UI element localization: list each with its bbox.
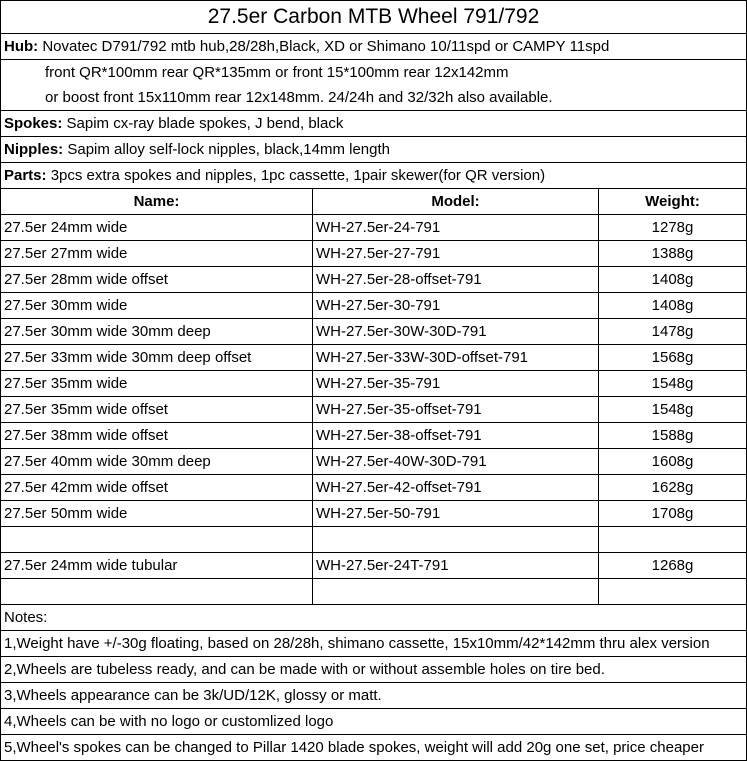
row-weight: 1268g — [599, 553, 747, 579]
notes-heading: Notes: — [1, 605, 747, 631]
hub-value-line-2: front QR*100mm rear QR*135mm or front 15*100mm rear 12x142mm — [1, 60, 747, 86]
hub-row — [1, 34, 747, 60]
row-weight: 1608g — [599, 449, 747, 475]
notes-heading-row — [1, 605, 747, 631]
nipples-spec — [1, 137, 747, 163]
table-row — [1, 423, 747, 449]
row-weight: 1548g — [599, 371, 747, 397]
hub-label: Hub: — [4, 38, 39, 55]
table-row — [1, 267, 747, 293]
row-name: 27.5er 30mm wide 30mm deep — [1, 319, 313, 345]
blank-cell — [1, 579, 313, 605]
row-name: 27.5er 28mm wide offset — [1, 267, 313, 293]
note-row — [1, 631, 747, 657]
table-row — [1, 241, 747, 267]
row-name: 27.5er 27mm wide — [1, 241, 313, 267]
hub-row-cont-1 — [1, 60, 747, 86]
table-row — [1, 501, 747, 527]
hub-value-line-3: or boost front 15x110mm rear 12x148mm. 24/24h and 32/32h also available. — [1, 85, 747, 111]
row-model: WH-27.5er-38-offset-791 — [313, 423, 599, 449]
title-row — [1, 1, 747, 34]
table-row-tubular — [1, 553, 747, 579]
row-model: WH-27.5er-30-791 — [313, 293, 599, 319]
header-weight: Weight: — [599, 189, 747, 215]
table-row — [1, 397, 747, 423]
row-model: WH-27.5er-35-791 — [313, 371, 599, 397]
header-name: Name: — [1, 189, 313, 215]
nipples-value: Sapim alloy self-lock nipples, black,14mm length — [63, 141, 391, 158]
row-name: 27.5er 40mm wide 30mm deep — [1, 449, 313, 475]
row-weight: 1568g — [599, 345, 747, 371]
parts-row — [1, 163, 747, 189]
row-name: 27.5er 30mm wide — [1, 293, 313, 319]
row-name: 27.5er 38mm wide offset — [1, 423, 313, 449]
row-model: WH-27.5er-27-791 — [313, 241, 599, 267]
parts-spec — [1, 163, 747, 189]
note-row — [1, 735, 747, 761]
row-weight: 1408g — [599, 293, 747, 319]
row-name: 27.5er 50mm wide — [1, 501, 313, 527]
note-item: 4,Wheels can be with no logo or customlized logo — [1, 709, 747, 735]
table-row — [1, 215, 747, 241]
parts-label: Parts: — [4, 167, 47, 184]
spokes-label: Spokes: — [4, 115, 63, 132]
table-header-row — [1, 189, 747, 215]
row-model: WH-27.5er-28-offset-791 — [313, 267, 599, 293]
nipples-label: Nipples: — [4, 141, 64, 158]
parts-value: 3pcs extra spokes and nipples, 1pc cassette, 1pair skewer(for QR version) — [46, 167, 546, 184]
row-weight: 1588g — [599, 423, 747, 449]
row-weight: 1388g — [599, 241, 747, 267]
blank-row — [1, 527, 747, 553]
blank-cell — [313, 527, 599, 553]
row-model: WH-27.5er-42-offset-791 — [313, 475, 599, 501]
row-name: 27.5er 33mm wide 30mm deep offset — [1, 345, 313, 371]
table-row — [1, 449, 747, 475]
row-model: WH-27.5er-40W-30D-791 — [313, 449, 599, 475]
row-weight: 1708g — [599, 501, 747, 527]
note-item: 1,Weight have +/-30g floating, based on 28/28h, shimano cassette, 15x10mm/42*142mm thru alex version — [1, 631, 747, 657]
row-name: 27.5er 24mm wide tubular — [1, 553, 313, 579]
row-model: WH-27.5er-35-offset-791 — [313, 397, 599, 423]
blank-cell — [313, 579, 599, 605]
row-model: WH-27.5er-33W-30D-offset-791 — [313, 345, 599, 371]
table-row — [1, 371, 747, 397]
table-row — [1, 475, 747, 501]
blank-cell — [1, 527, 313, 553]
blank-cell — [599, 527, 747, 553]
hub-spec — [1, 34, 747, 60]
page-title: 27.5er Carbon MTB Wheel 791/792 — [1, 1, 747, 34]
row-weight: 1408g — [599, 267, 747, 293]
row-weight: 1278g — [599, 215, 747, 241]
note-item: 5,Wheel's spokes can be changed to Pillar 1420 blade spokes, weight will add 20g one set, price cheaper — [1, 735, 747, 761]
hub-row-cont-2 — [1, 85, 747, 111]
spokes-value: Sapim cx-ray blade spokes, J bend, black — [62, 115, 344, 132]
spokes-spec — [1, 111, 747, 137]
header-model: Model: — [313, 189, 599, 215]
row-name: 27.5er 24mm wide — [1, 215, 313, 241]
blank-row — [1, 579, 747, 605]
note-item: 3,Wheels appearance can be 3k/UD/12K, glossy or matt. — [1, 683, 747, 709]
nipples-row — [1, 137, 747, 163]
row-name: 27.5er 35mm wide — [1, 371, 313, 397]
note-row — [1, 683, 747, 709]
table-row — [1, 345, 747, 371]
row-model: WH-27.5er-50-791 — [313, 501, 599, 527]
table-row — [1, 319, 747, 345]
row-name: 27.5er 42mm wide offset — [1, 475, 313, 501]
spokes-row — [1, 111, 747, 137]
row-model: WH-27.5er-24-791 — [313, 215, 599, 241]
row-weight: 1478g — [599, 319, 747, 345]
note-row — [1, 709, 747, 735]
row-name: 27.5er 35mm wide offset — [1, 397, 313, 423]
note-item: 2,Wheels are tubeless ready, and can be made with or without assemble holes on tire bed. — [1, 657, 747, 683]
table-row — [1, 293, 747, 319]
note-row — [1, 657, 747, 683]
hub-value-line-1: Novatec D791/792 mtb hub,28/28h,Black, XD or Shimano 10/11spd or CAMPY 11spd — [38, 38, 610, 55]
row-model: WH-27.5er-30W-30D-791 — [313, 319, 599, 345]
row-weight: 1548g — [599, 397, 747, 423]
blank-cell — [599, 579, 747, 605]
row-model: WH-27.5er-24T-791 — [313, 553, 599, 579]
row-weight: 1628g — [599, 475, 747, 501]
